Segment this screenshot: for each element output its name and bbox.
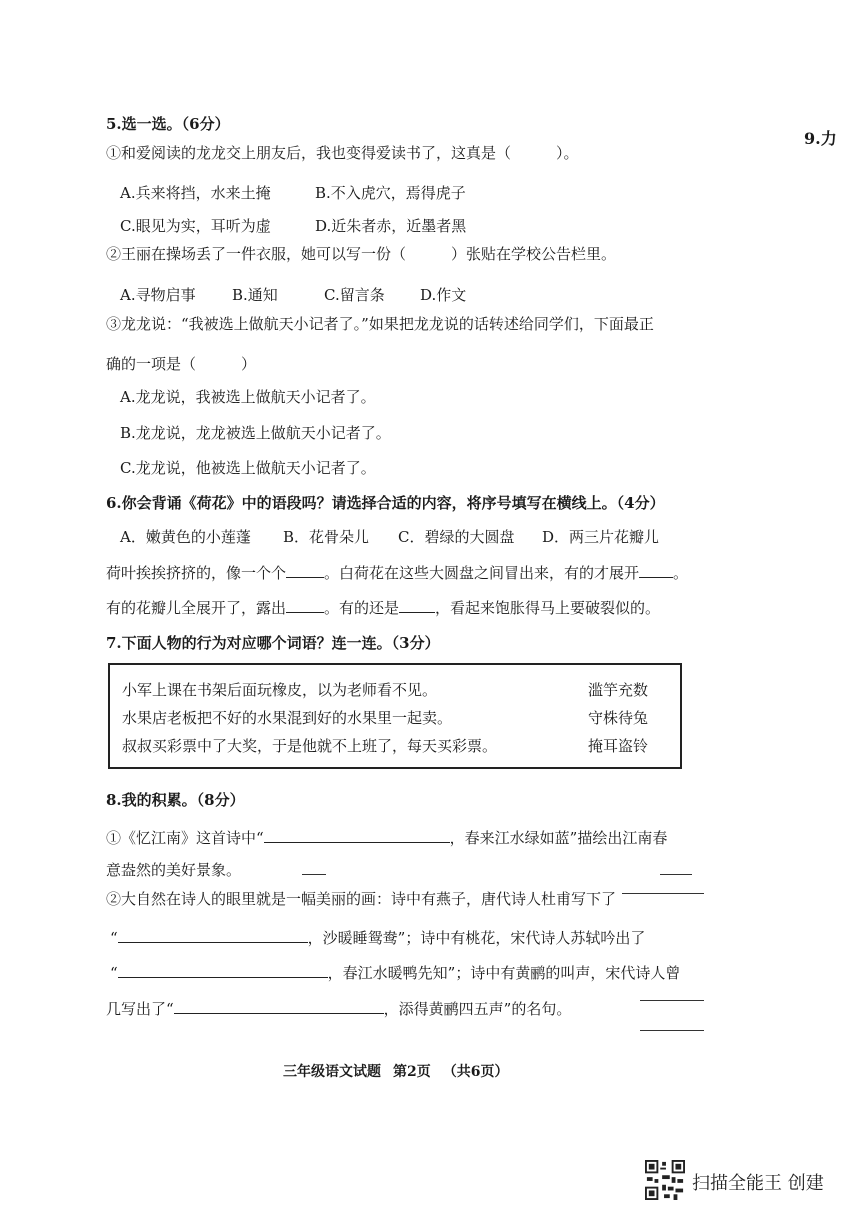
behavior-item: 水果店老板把不好的水果混到好的水果里一起卖。 xyxy=(122,709,453,727)
q6-option-b: B．花骨朵儿 xyxy=(283,528,370,546)
q5-sub3-prompt-line1: ③龙龙说：“我被选上做航天小记者了。”如果把龙龙说的话转述给同学们，下面最正 xyxy=(106,315,654,333)
answer-blank[interactable] xyxy=(118,963,328,978)
q8-line6-text-a: 几写出了“ xyxy=(106,1000,174,1018)
q8-line1 xyxy=(106,828,667,848)
page-footer xyxy=(283,1061,521,1081)
q5-sub3-prompt-line2: 确的一项是（ ） xyxy=(106,355,257,373)
q8-line6-text-b: ，添得黄鹂四五声”的名句。 xyxy=(383,1000,572,1018)
q6-line2-text-a: 有的花瓣儿全展开了，露出 xyxy=(106,599,287,617)
answer-blank[interactable] xyxy=(264,828,450,843)
q5-sub3-option-c: C.龙龙说，他被选上做航天小记者了。 xyxy=(120,459,376,477)
q8-line3: ②大自然在诗人的眼里就是一幅美丽的画：诗中有燕子，唐代诗人杜甫写下了 xyxy=(106,890,617,908)
q5-sub2-option-d: D.作文 xyxy=(420,286,467,304)
q5-sub1-option-b: B.不入虎穴，焉得虎子 xyxy=(315,184,466,202)
scanner-watermark: 扫描全能王 创建 xyxy=(692,1173,824,1194)
footer-subject: 三年级语文试题 xyxy=(283,1064,381,1080)
q6-line1-text-b: 。白荷花在这些大圆盘之间冒出来，有的才展开 xyxy=(324,564,640,582)
q7-title: 7.下面人物的行为对应哪个词语？连一连。（3分） xyxy=(106,634,440,652)
q8-line5 xyxy=(110,963,680,983)
q5-sub1-option-a: A.兵来将挡，水来土掩 xyxy=(120,184,271,202)
answer-blank[interactable] xyxy=(118,928,308,943)
idiom-item: 滥竽充数 xyxy=(588,681,649,699)
scan-line xyxy=(302,874,326,875)
scan-line xyxy=(640,1000,704,1001)
q6-line1-text-c: 。 xyxy=(673,564,689,582)
q5-sub3-option-a: A.龙龙说，我被选上做航天小记者了。 xyxy=(120,388,376,406)
matching-box xyxy=(108,663,682,769)
q5-sub2-option-b: B.通知 xyxy=(232,286,278,304)
q5-sub1-option-d: D.近朱者赤，近墨者黑 xyxy=(315,217,467,235)
q8-title: 8.我的积累。（8分） xyxy=(106,791,245,809)
q8-line4-text-a: “ xyxy=(110,929,118,947)
answer-blank[interactable] xyxy=(174,999,384,1014)
scan-line xyxy=(640,1030,704,1031)
footer-total: （共6页） xyxy=(442,1064,509,1080)
behavior-item: 小军上课在书架后面玩橡皮，以为老师看不见。 xyxy=(122,681,438,699)
next-question-marker: 9.力 xyxy=(804,129,837,148)
q5-sub2-option-c: C.留言条 xyxy=(324,286,385,304)
q5-sub2-option-a: A.寻物启事 xyxy=(120,286,196,304)
q8-line4 xyxy=(110,928,645,948)
footer-page: 第2页 xyxy=(393,1064,431,1080)
q5-sub2-prompt: ②王丽在操场丢了一件衣服，她可以写一份（ ）张贴在学校公告栏里。 xyxy=(106,245,617,263)
q6-option-d: D．两三片花瓣儿 xyxy=(542,528,660,546)
q6-option-a: A．嫩黄色的小莲蓬 xyxy=(120,528,251,546)
qr-code-icon xyxy=(645,1160,685,1200)
q8-line1-text-b: ，春来江水绿如蓝”描绘出江南春 xyxy=(449,829,668,847)
answer-blank[interactable] xyxy=(286,598,324,613)
q8-line4-text-b: ，沙暖睡鸳鸯”；诗中有桃花，宋代诗人苏轼吟出了 xyxy=(307,929,646,947)
q8-line1-text-a: ①《忆江南》这首诗中“ xyxy=(106,829,264,847)
answer-blank[interactable] xyxy=(286,563,324,578)
q8-line6 xyxy=(106,999,571,1019)
q6-line2-text-b: 。有的还是 xyxy=(324,599,400,617)
q6-line1-text-a: 荷叶挨挨挤挤的，像一个个 xyxy=(106,564,287,582)
answer-blank[interactable] xyxy=(399,598,435,613)
q8-line5-text-b: ，春江水暖鸭先知”；诗中有黄鹂的叫声，宋代诗人曾 xyxy=(327,964,681,982)
idiom-item: 掩耳盗铃 xyxy=(588,737,649,755)
q8-line5-text-a: “ xyxy=(110,964,118,982)
q6-passage-line2 xyxy=(106,598,660,618)
q6-title: 6.你会背诵《荷花》中的语段吗？请选择合适的内容，将序号填写在横线上。（4分） xyxy=(106,494,665,512)
q8-line2: 意盎然的美好景象。 xyxy=(106,861,242,879)
q6-line2-text-c: ，看起来饱胀得马上要破裂似的。 xyxy=(435,599,661,617)
q5-sub1-prompt: ①和爱阅读的龙龙交上朋友后，我也变得爱读书了，这真是（ ）。 xyxy=(106,144,579,162)
q5-sub1-option-c: C.眼见为实，耳听为虚 xyxy=(120,217,271,235)
scan-line xyxy=(660,874,692,875)
behavior-item: 叔叔买彩票中了大奖，于是他就不上班了，每天买彩票。 xyxy=(122,737,498,755)
answer-blank[interactable] xyxy=(639,563,673,578)
scan-line xyxy=(622,893,704,894)
idiom-item: 守株待兔 xyxy=(588,709,649,727)
q5-title: 5.选一选。（6分） xyxy=(106,115,230,133)
q6-option-c: C．碧绿的大圆盘 xyxy=(398,528,515,546)
q6-passage-line1 xyxy=(106,563,688,583)
q5-sub3-option-b: B.龙龙说，龙龙被选上做航天小记者了。 xyxy=(120,424,391,442)
